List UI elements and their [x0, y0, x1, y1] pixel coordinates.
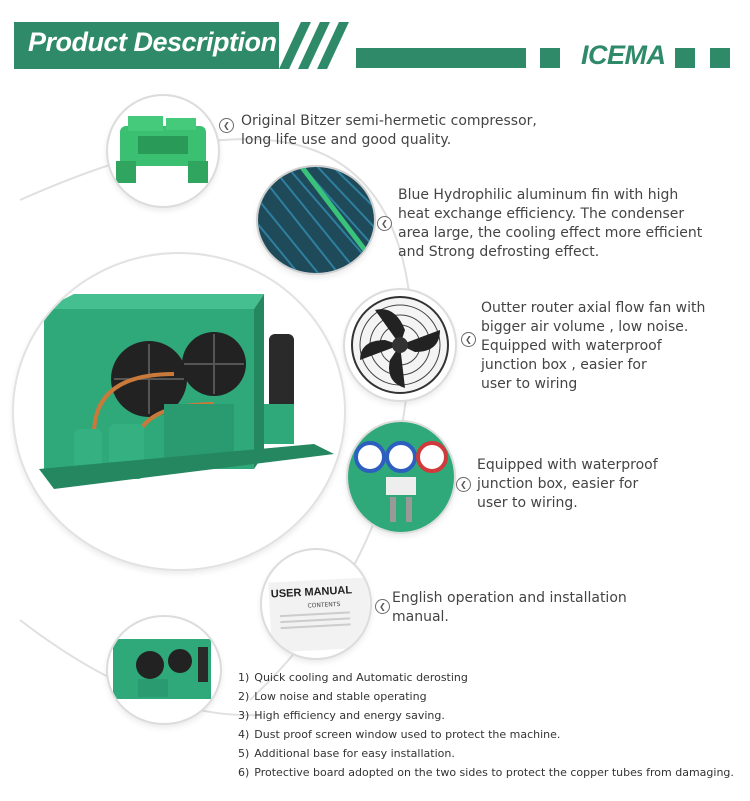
- description-fin: Blue Hydrophilic aluminum fin with high heat exchange efficiency. The condenser area large, the cooling effect more efficient and Strong defrosting effect.: [398, 187, 703, 260]
- chevron-left-icon: ❮: [456, 477, 471, 492]
- list-item: 2) Low noise and stable operating: [238, 690, 427, 703]
- fan-circle: [343, 288, 457, 402]
- page-title: Product Description: [28, 27, 277, 57]
- chevron-left-icon: ❮: [375, 599, 390, 614]
- manual-subtitle: CONTENTS: [307, 600, 341, 610]
- list-item: 5) Additional base for easy installation.: [238, 747, 455, 760]
- compressor-image: [108, 96, 218, 206]
- gauge-circle: [346, 420, 456, 534]
- gauge-image: [348, 422, 454, 532]
- list-item: 3) High efficiency and energy saving.: [238, 709, 445, 722]
- fin-circle: [256, 165, 376, 275]
- unit-thumbnail-circle: [106, 615, 222, 725]
- description-junction-box: Equipped with waterproof junction box, easier for user to wiring.: [477, 457, 658, 511]
- fan-image: [345, 290, 455, 400]
- manual-title: USER MANUAL: [270, 584, 353, 601]
- description-manual: English operation and installation manual.: [392, 590, 627, 625]
- list-item: 6) Protective board adopted on the two sides to protect the copper tubes from damaging.: [238, 766, 734, 779]
- unit-thumbnail-image: [108, 617, 220, 723]
- list-item: 4) Dust proof screen window used to protect the machine.: [238, 728, 561, 741]
- compressor-circle: [106, 94, 220, 208]
- main-unit-circle: [12, 252, 346, 571]
- brand-logo: ICEMA: [581, 40, 666, 70]
- chevron-left-icon: ❮: [219, 118, 234, 133]
- fin-image: [258, 167, 374, 273]
- description-fan: Outter router axial flow fan with bigger air volume , low noise. Equipped with waterproof junction box , easier for user to wiring: [481, 300, 706, 392]
- manual-image: [268, 577, 372, 652]
- list-item: 1) Quick cooling and Automatic derosting: [238, 671, 468, 684]
- chevron-left-icon: ❮: [377, 216, 392, 231]
- description-compressor: Original Bitzer semi-hermetic compressor, long life use and good quality.: [241, 113, 537, 148]
- manual-circle: [260, 548, 372, 660]
- chevron-left-icon: ❮: [461, 332, 476, 347]
- condensing-unit-image: [14, 254, 344, 569]
